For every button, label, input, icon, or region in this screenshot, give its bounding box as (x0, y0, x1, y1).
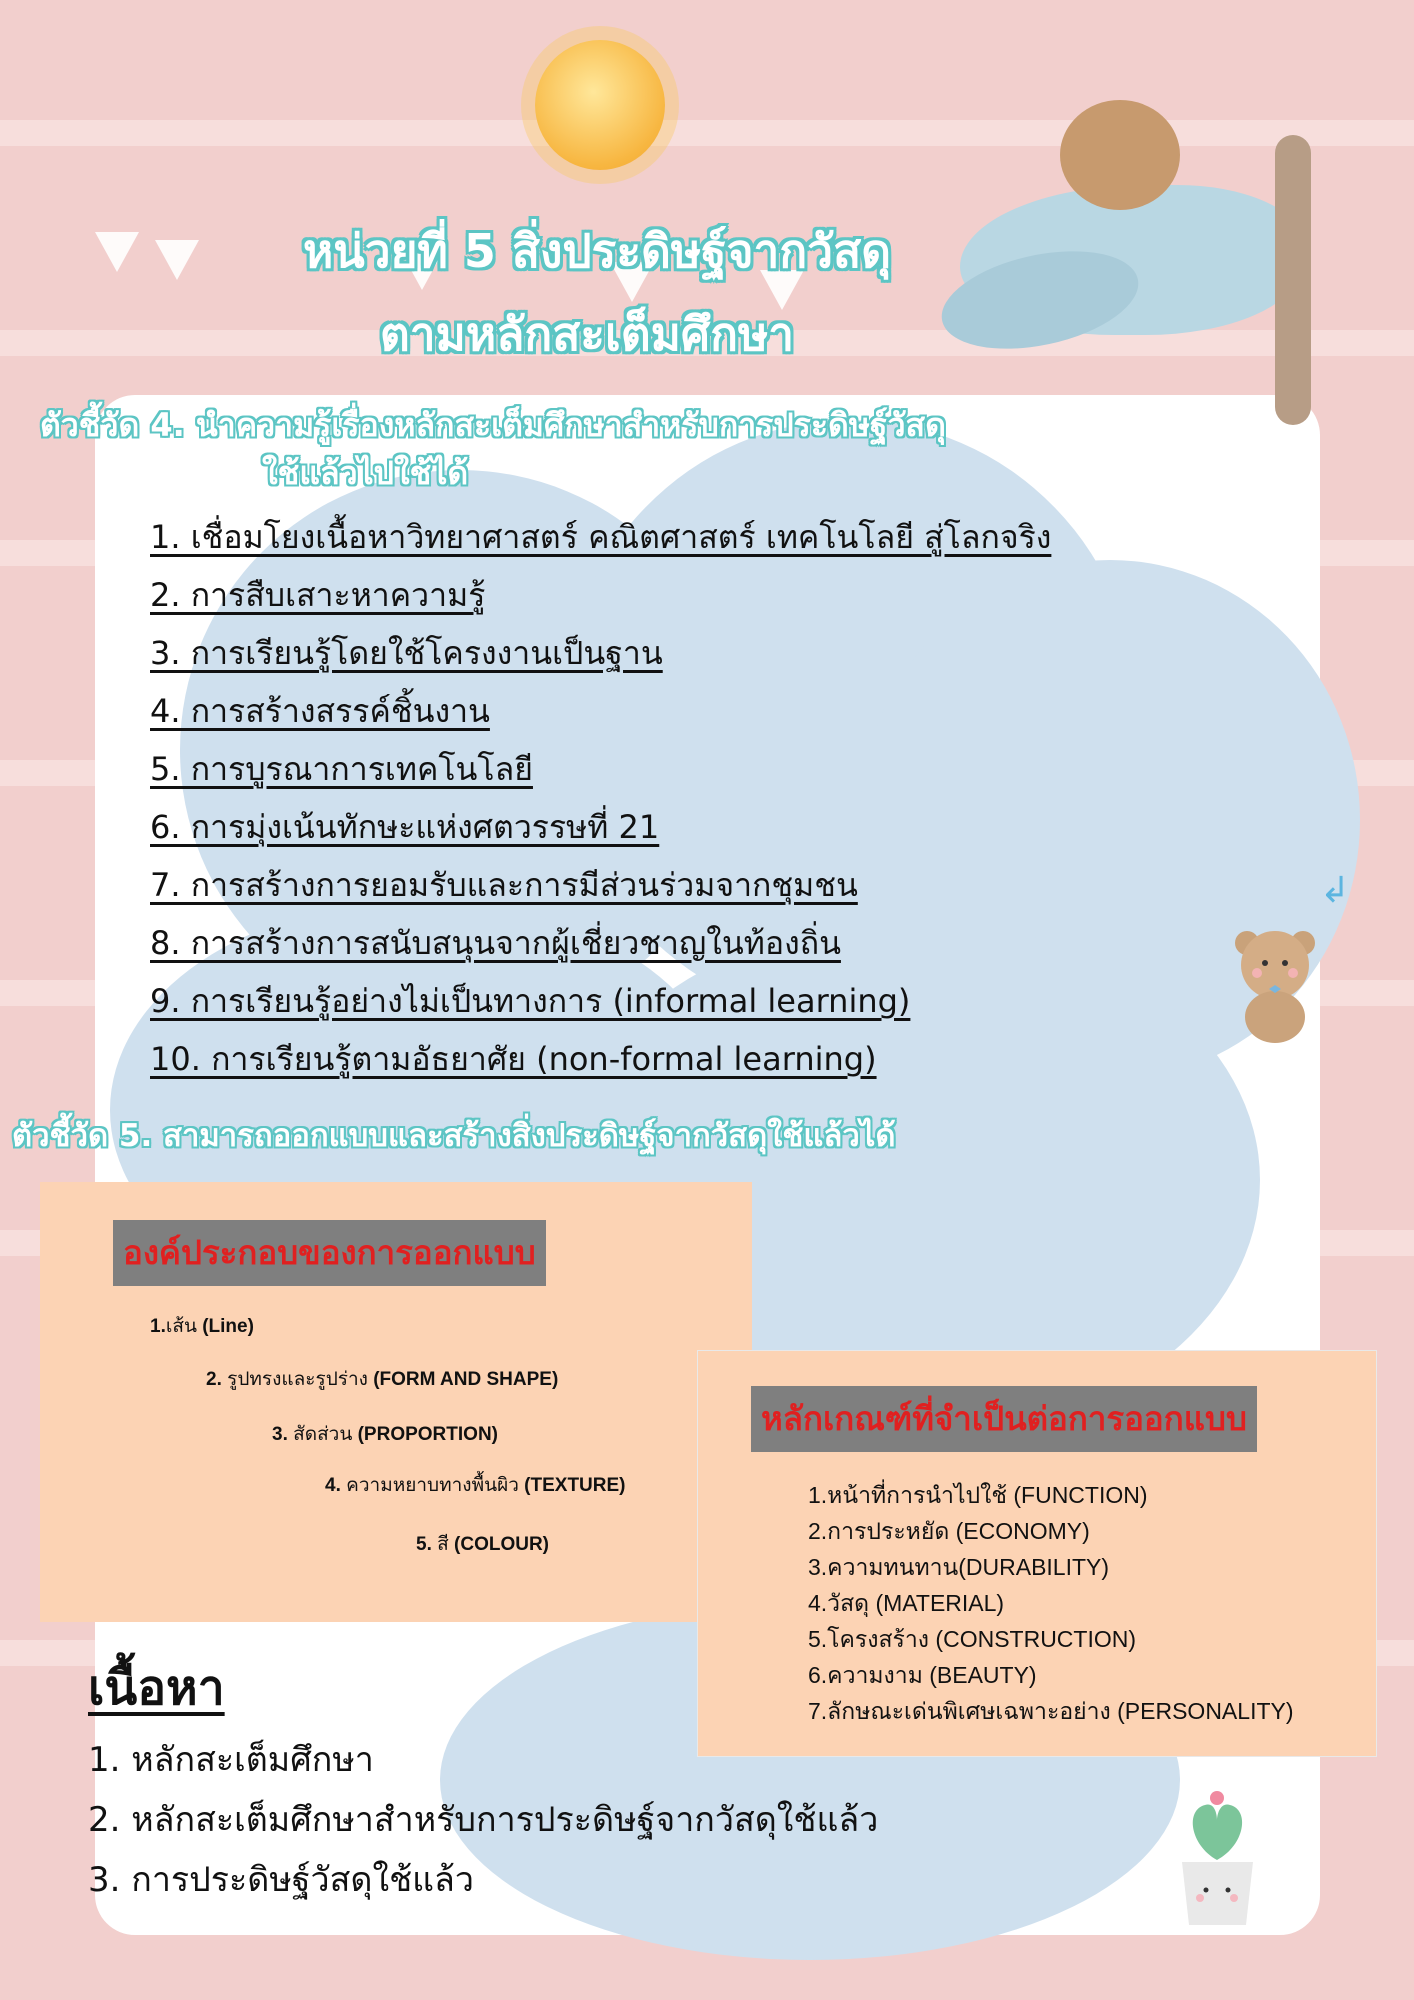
design-elements-heading: องค์ประกอบของการออกแบบ (113, 1220, 546, 1286)
unit-title: หน่วยที่ 5 สิ่งประดิษฐ์จากวัสดุ (302, 224, 892, 278)
indicator-4-heading-cont: ใช้แล้วไปใช้ได้ (262, 454, 469, 492)
list-item: 7. การสร้างการยอมรับและการมีส่วนร่วมจากชุมชน (150, 866, 858, 904)
list-item: 2.การประหยัด (ECONOMY) (808, 1518, 1090, 1544)
list-item: 3.ความทนทาน(DURABILITY) (808, 1554, 1110, 1580)
item-number: 1. (150, 1316, 166, 1337)
content-list (88, 1730, 878, 1910)
design-principles-list (808, 1477, 1294, 1729)
bear-pilot-illustration (1060, 100, 1180, 210)
list-item: 4.วัสดุ (MATERIAL) (808, 1590, 1005, 1616)
item-thai: ความหยาบทางพื้นผิว (346, 1475, 525, 1496)
sun-illustration (535, 40, 665, 170)
content-heading: เนื้อหา (88, 1660, 225, 1716)
item-english: (PROPORTION) (357, 1424, 498, 1445)
list-item: 8. การสร้างการสนับสนุนจากผู้เชี่ยวชาญในท้องถิ่น (150, 924, 841, 962)
curved-arrow-icon: ↲ (1320, 870, 1351, 911)
item-number: 5. (416, 1534, 432, 1555)
list-item: 6.ความงาม (BEAUTY) (808, 1662, 1037, 1688)
indicator-4-heading: ตัวชี้วัด 4. นำความรู้เรื่องหลักสะเต็มศึกษาสำหรับการประดิษฐ์วัสดุ (40, 406, 946, 444)
bg-stripe (0, 120, 1414, 146)
list-item: 5.โครงสร้าง (CONSTRUCTION) (808, 1626, 1137, 1652)
unit-subtitle: ตามหลักสะเต็มศึกษา (379, 307, 795, 361)
design-element-item (416, 1529, 549, 1559)
list-item: 6. การมุ่งเน้นทักษะแห่งศตวรรษที่ 21 (150, 808, 660, 846)
list-item: 5. การบูรณาการเทคโนโลยี (150, 750, 533, 788)
item-english: (COLOUR) (454, 1534, 550, 1555)
item-english: (FORM AND SHAPE) (373, 1369, 559, 1390)
item-english: (TEXTURE) (524, 1475, 626, 1496)
design-element-item (206, 1364, 558, 1394)
item-thai: รูปทรงและรูปร่าง (227, 1369, 374, 1390)
design-principles-heading: หลักเกณฑ์ที่จำเป็นต่อการออกแบบ (751, 1386, 1257, 1452)
list-item: 10. การเรียนรู้ตามอัธยาศัย (non-formal learning) (150, 1040, 877, 1078)
list-item: 1. เชื่อมโยงเนื้อหาวิทยาศาสตร์ คณิตศาสตร์ เทคโนโลยี สู่โลกจริง (150, 518, 1052, 556)
indicator-5-heading: ตัวชี้วัด 5. สามารถออกแบบและสร้างสิ่งประดิษฐ์จากวัสดุใช้แล้วได้ (12, 1118, 896, 1154)
list-item: 7.ลักษณะเด่นพิเศษเฉพาะอย่าง (PERSONALITY) (808, 1698, 1294, 1724)
item-number: 2. (206, 1369, 222, 1390)
list-item: 9. การเรียนรู้อย่างไม่เป็นทางการ (informal learning) (150, 982, 911, 1020)
list-item: 1.หน้าที่การนำไปใช้ (FUNCTION) (808, 1482, 1148, 1508)
item-number: 3. (272, 1424, 288, 1445)
cactus-pot-icon (1170, 1790, 1265, 1930)
item-thai: เส้น (165, 1316, 203, 1337)
list-item: 4. การสร้างสรรค์ชิ้นงาน (150, 692, 490, 730)
list-item: 3. การเรียนรู้โดยใช้โครงงานเป็นฐาน (150, 634, 663, 672)
teddy-bear-icon (1225, 925, 1325, 1045)
item-thai: สัดส่วน (293, 1424, 358, 1445)
design-element-item (150, 1311, 254, 1341)
stem-principles-list (150, 508, 1051, 1088)
design-element-item (272, 1419, 498, 1449)
item-thai: สี (437, 1534, 455, 1555)
design-element-item (325, 1470, 626, 1500)
list-item: 3. การประดิษฐ์วัสดุใช้แล้ว (88, 1860, 474, 1900)
item-number: 4. (325, 1475, 341, 1496)
list-item: 1. หลักสะเต็มศึกษา (88, 1740, 374, 1780)
item-english: (Line) (202, 1316, 254, 1337)
list-item: 2. หลักสะเต็มศึกษาสำหรับการประดิษฐ์จากวัสดุใช้แล้ว (88, 1800, 879, 1840)
list-item: 2. การสืบเสาะหาความรู้ (150, 576, 486, 614)
